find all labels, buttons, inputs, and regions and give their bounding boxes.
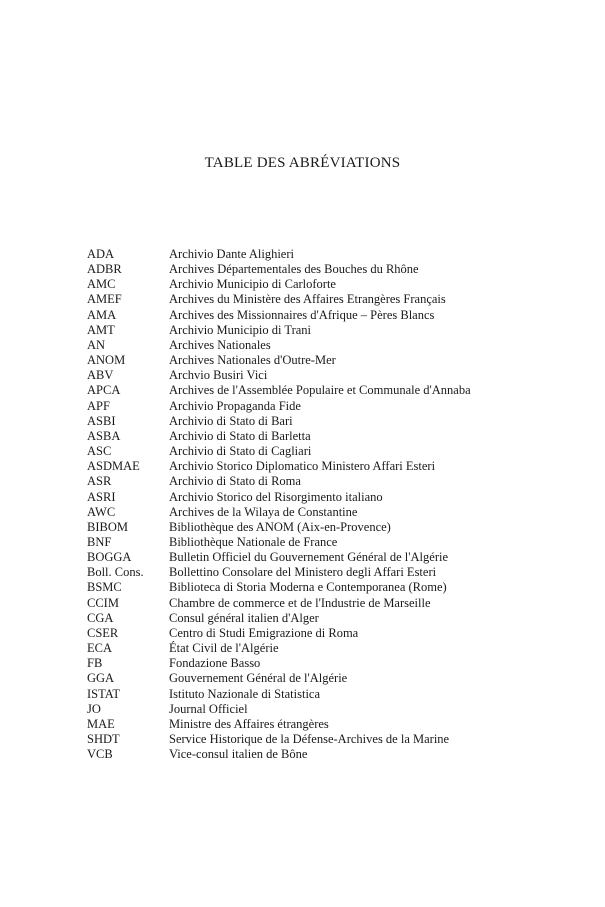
list-item <box>87 353 527 368</box>
abbreviation: APF <box>87 398 110 413</box>
list-item <box>87 611 527 626</box>
list-item <box>87 565 527 580</box>
abbreviation: BIBOM <box>87 519 128 534</box>
abbreviation-definition: Archivio Municipio di Trani <box>169 322 312 337</box>
list-item <box>87 383 527 398</box>
abbreviation: AN <box>87 337 106 352</box>
list-item <box>87 399 527 414</box>
list-item <box>87 656 527 671</box>
abbreviation-definition: Archvio Busiri Vici <box>169 368 268 383</box>
list-item <box>87 323 527 338</box>
abbreviation-list <box>87 247 527 762</box>
abbreviation-definition: Archives Nationales d'Outre-Mer <box>169 353 336 368</box>
list-item <box>87 732 527 747</box>
abbreviation: Boll. Cons. <box>87 565 144 580</box>
list-item <box>87 459 527 474</box>
abbreviation: ECA <box>87 641 112 656</box>
abbreviation: VCB <box>87 747 113 762</box>
list-item <box>87 277 527 292</box>
list-item <box>87 292 527 307</box>
list-item <box>87 490 527 505</box>
abbreviation: ABV <box>87 368 114 383</box>
abbreviation-definition: Archivio Dante Alighieri <box>169 247 294 261</box>
abbreviation: GGA <box>87 671 115 686</box>
list-item <box>87 717 527 732</box>
list-item <box>87 641 527 656</box>
abbreviation: MAE <box>87 716 115 731</box>
list-item <box>87 520 527 535</box>
list-item <box>87 580 527 595</box>
abbreviation: BOGGA <box>87 550 132 565</box>
abbreviation: ASC <box>87 444 112 459</box>
abbreviation-definition: Archivio di Stato di Bari <box>169 413 293 428</box>
abbreviation-definition: Consul général italien d'Alger <box>169 610 319 625</box>
list-item <box>87 308 527 323</box>
abbreviation: AMA <box>87 307 117 322</box>
abbreviation: BSMC <box>87 580 122 595</box>
abbreviation-definition: Archivio di Stato di Roma <box>169 474 301 489</box>
abbreviation-definition: Vice-consul italien de Bône <box>169 747 308 762</box>
abbreviation: SHDT <box>87 732 120 746</box>
abbreviation-definition: Chambre de commerce et de l'Industrie de Marseille <box>169 595 431 610</box>
abbreviation: ANOM <box>87 353 126 368</box>
abbreviation: ASR <box>87 474 112 489</box>
list-item <box>87 429 527 444</box>
abbreviation: ISTAT <box>87 686 121 701</box>
list-item <box>87 687 527 702</box>
abbreviation-definition: État Civil de l'Algérie <box>169 641 279 656</box>
abbreviation: CCIM <box>87 595 119 610</box>
abbreviation: ADA <box>87 247 115 261</box>
abbreviation: BNF <box>87 534 112 549</box>
list-item <box>87 626 527 641</box>
abbreviation: APCA <box>87 383 121 398</box>
abbreviation: ASBI <box>87 413 116 428</box>
list-item <box>87 444 527 459</box>
list-item <box>87 671 527 686</box>
abbreviation: ASBA <box>87 428 121 443</box>
abbreviation-definition: Bibliothèque Nationale de France <box>169 534 338 549</box>
page-title: TABLE DES ABRÉVIATIONS <box>204 155 401 171</box>
abbreviation-definition: Archivio Storico del Risorgimento italiano <box>169 489 383 504</box>
abbreviation-definition: Centro di Studi Emigrazione di Roma <box>169 625 359 640</box>
abbreviation: JO <box>87 701 101 716</box>
list-item <box>87 550 527 565</box>
abbreviation: ADBR <box>87 262 122 277</box>
abbreviation-definition: Archivio di Stato di Barletta <box>169 428 311 443</box>
abbreviation: CGA <box>87 610 114 625</box>
list-item <box>87 747 527 762</box>
abbreviation-definition: Bollettino Consolare del Ministero degli Affari Esteri <box>169 565 437 580</box>
abbreviation: AMEF <box>87 292 122 307</box>
abbreviation-definition: Journal Officiel <box>169 701 248 716</box>
abbreviation-definition: Bibliothèque des ANOM (Aix-en-Provence) <box>169 519 391 534</box>
abbreviation-definition: Service Historique de la Défense-Archives de la Marine <box>169 732 450 746</box>
abbreviation-definition: Biblioteca di Storia Moderna e Contemporanea (Rome) <box>169 580 447 595</box>
abbreviation-definition: Archivio Propaganda Fide <box>169 398 301 413</box>
list-item <box>87 414 527 429</box>
abbreviation-definition: Archives Nationales <box>169 337 271 352</box>
list-item <box>87 535 527 550</box>
list-item <box>87 368 527 383</box>
abbreviation-definition: Bulletin Officiel du Gouvernement Général de l'Algérie <box>169 550 449 565</box>
abbreviation-definition: Ministre des Affaires étrangères <box>169 716 329 731</box>
abbreviation-definition: Archives Départementales des Bouches du Rhône <box>169 262 419 277</box>
abbreviation: FB <box>87 656 103 671</box>
abbreviation-definition: Archives du Ministère des Affaires Etrangères Français <box>169 292 446 307</box>
list-item <box>87 262 527 277</box>
abbreviation: AMT <box>87 322 115 337</box>
abbreviation-definition: Istituto Nazionale di Statistica <box>169 686 321 701</box>
list-item <box>87 702 527 717</box>
abbreviation-definition: Archivio Storico Diplomatico Ministero Affari Esteri <box>169 459 436 474</box>
abbreviation: AMC <box>87 277 116 292</box>
abbreviation: ASDMAE <box>87 459 140 474</box>
list-item <box>87 505 527 520</box>
abbreviation-definition: Archives des Missionnaires d'Afrique – Pères Blancs <box>169 307 435 322</box>
abbreviation-definition: Fondazione Basso <box>169 656 261 671</box>
abbreviation-definition: Archivio di Stato di Cagliari <box>169 444 312 459</box>
list-item <box>87 338 527 353</box>
list-item <box>87 247 527 262</box>
abbreviation: ASRI <box>87 489 116 504</box>
abbreviation-definition: Gouvernement Général de l'Algérie <box>169 671 348 686</box>
abbreviation-definition: Archivio Municipio di Carloforte <box>169 277 336 292</box>
abbreviation-definition: Archives de la Wilaya de Constantine <box>169 504 358 519</box>
list-item <box>87 596 527 611</box>
list-item <box>87 474 527 489</box>
abbreviation-definition: Archives de l'Assemblée Populaire et Communale d'Annaba <box>169 383 471 398</box>
abbreviation: AWC <box>87 504 116 519</box>
abbreviation: CSER <box>87 625 119 640</box>
